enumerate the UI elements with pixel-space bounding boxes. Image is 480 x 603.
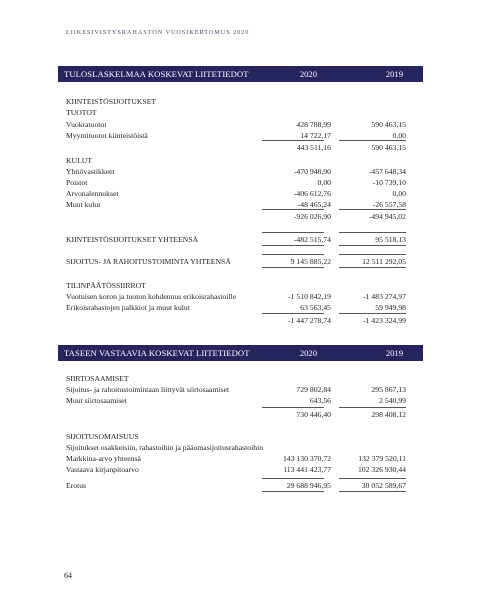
table-row <box>66 291 406 302</box>
running-head: LIIKESIVISTYSRAHASTON VUOSIKERTOMUS 2020 <box>66 29 250 36</box>
value-2019: 590 463,15 <box>371 143 406 152</box>
section-heading: SIJOITUSOMAISUUS <box>66 432 139 441</box>
total-rule <box>262 232 324 233</box>
value-2020: -470 948,90 <box>293 167 331 176</box>
subtotal-row <box>66 142 406 153</box>
value-2019: 298 408,12 <box>371 410 406 419</box>
table-title: TULOSLASKELMAA KOSKEVAT LIITETIEDOT <box>64 69 249 79</box>
row-label: Arvonalennukset <box>66 189 119 198</box>
row-label: Vuokratuotot <box>66 120 107 129</box>
table-row <box>66 188 406 199</box>
subsection-heading: Sijoitukset osakkeisiin, rahastoihin ja pääomasijoitusrahastoihin <box>66 443 264 452</box>
value-2020: 63 563,45 <box>300 303 331 312</box>
value-2020: 29 688 946,95 <box>286 481 331 490</box>
column-header-2020: 2020 <box>299 348 317 358</box>
value-2019: 132 379 520,11 <box>358 454 406 463</box>
value-2020: -1 447 278,74 <box>288 316 331 325</box>
value-2020: 428 788,99 <box>296 120 331 129</box>
subtotal-rule <box>262 407 324 408</box>
value-2019: -1 423 324,99 <box>363 316 406 325</box>
value-2019: 102 326 930,44 <box>357 465 406 474</box>
value-2019: 2 540,99 <box>379 396 406 405</box>
section-heading: TILINPÄÄTÖSSIIRROT <box>66 281 146 290</box>
value-2019: -10 739,10 <box>372 178 406 187</box>
row-label: Sijoitus- ja rahoitustoimintaan liittyvät siirtosaamiset <box>66 385 230 394</box>
row-label: Muut siirtosaamiset <box>66 396 127 405</box>
table-row <box>66 177 406 188</box>
total-rule <box>262 245 324 246</box>
total-rule <box>339 267 406 268</box>
row-label: Yhtiövastikkeet <box>66 167 115 176</box>
value-2019: -457 648,34 <box>368 167 406 176</box>
income-statement-notes-header <box>58 66 423 82</box>
total-rule <box>339 232 406 233</box>
total-rule <box>262 267 324 268</box>
total-rule <box>339 245 406 246</box>
subsection-heading: TUOTOT <box>66 108 97 117</box>
table-title: TASEEN VASTAAVIA KOSKEVAT LIITETIEDOT <box>64 348 250 358</box>
subtotal-rule <box>339 313 406 314</box>
value-2019: 12 511 292,05 <box>362 257 406 266</box>
subsection-heading: KULUT <box>66 156 93 165</box>
total-rule <box>339 254 406 255</box>
value-2019: 0,00 <box>392 189 406 198</box>
subtotal-rule <box>339 407 406 408</box>
value-2020: 0,00 <box>317 178 331 187</box>
table-row <box>66 384 406 395</box>
total-rule <box>339 478 406 479</box>
total-rule <box>262 478 324 479</box>
row-label: Erikoisrahastojen palkkiot ja muut kulut <box>66 303 190 312</box>
subtotal-rule <box>262 313 324 314</box>
row-label: SIJOITUS- JA RAHOITUSTOIMINTA YHTEENSÄ <box>66 257 231 266</box>
value-2019: -26 557,58 <box>372 200 406 209</box>
value-2019: 95 518,13 <box>375 235 406 244</box>
table-row <box>66 395 406 406</box>
value-2020: -482 515,74 <box>293 235 331 244</box>
value-2020: 729 802,84 <box>296 385 331 394</box>
page-number: 64 <box>64 571 72 580</box>
table-row <box>66 464 406 475</box>
value-2020: -406 612,76 <box>293 189 331 198</box>
section-heading: KIINTEISTÖSIJOITUKSET <box>66 97 157 106</box>
column-header-2020: 2020 <box>299 69 317 79</box>
row-label: Poistot <box>66 178 88 187</box>
balance-sheet-notes-header <box>58 345 423 361</box>
subtotal-rule <box>262 209 324 210</box>
subtotal-row <box>66 315 406 326</box>
value-2020: 14 722,17 <box>300 131 331 140</box>
value-2020: 730 446,40 <box>296 410 331 419</box>
row-label: Markkina-arvo yhteensä <box>66 454 141 463</box>
row-label: Vastaava kirjanpitoarvo <box>66 465 139 474</box>
value-2019: 295 867,13 <box>371 385 406 394</box>
value-2019: 30 052 589,67 <box>361 481 406 490</box>
table-row <box>66 166 406 177</box>
value-2020: 443 511,16 <box>296 143 331 152</box>
total-rule <box>339 491 406 492</box>
value-2019: 59 949,98 <box>375 303 406 312</box>
value-2020: 643,56 <box>309 396 331 405</box>
subtotal-rule <box>262 140 324 141</box>
section-heading: SIIRTOSAAMISET <box>66 374 129 383</box>
row-label: KIINTEISTÖSIJOITUKSET YHTEENSÄ <box>66 235 199 244</box>
row-label: Muut kulut <box>66 200 101 209</box>
value-2020: 113 441 423,77 <box>283 465 331 474</box>
table-row <box>66 119 406 130</box>
subtotal-row <box>66 409 406 420</box>
column-header-2019: 2019 <box>385 69 403 79</box>
table-row <box>66 453 406 464</box>
value-2020: 9 145 885,22 <box>290 257 331 266</box>
value-2019: -494 945,02 <box>368 212 406 221</box>
row-label: Myyntituotot kiinteistöistä <box>66 131 148 140</box>
total-rule <box>262 254 324 255</box>
value-2020: 143 130 370,72 <box>282 454 331 463</box>
total-row <box>66 234 406 245</box>
value-2019: 0,00 <box>392 131 406 140</box>
value-2019: 590 463,15 <box>371 120 406 129</box>
row-label: Erotus <box>66 481 87 490</box>
column-header-2019: 2019 <box>385 348 403 358</box>
total-rule <box>262 491 324 492</box>
total-row <box>66 256 406 267</box>
row-label: Vuotuisen koron ja tuoton kohdennus erikoisrahastoille <box>66 292 237 301</box>
subtotal-row <box>66 211 406 222</box>
table-row <box>66 302 406 313</box>
value-2019: -1 483 274,97 <box>363 292 406 301</box>
subtotal-rule <box>339 140 406 141</box>
total-row <box>66 480 406 491</box>
value-2020: -926 026,90 <box>293 212 331 221</box>
value-2020: -48 465,24 <box>297 200 331 209</box>
value-2020: -1 510 842,19 <box>288 292 331 301</box>
subtotal-rule <box>339 209 406 210</box>
